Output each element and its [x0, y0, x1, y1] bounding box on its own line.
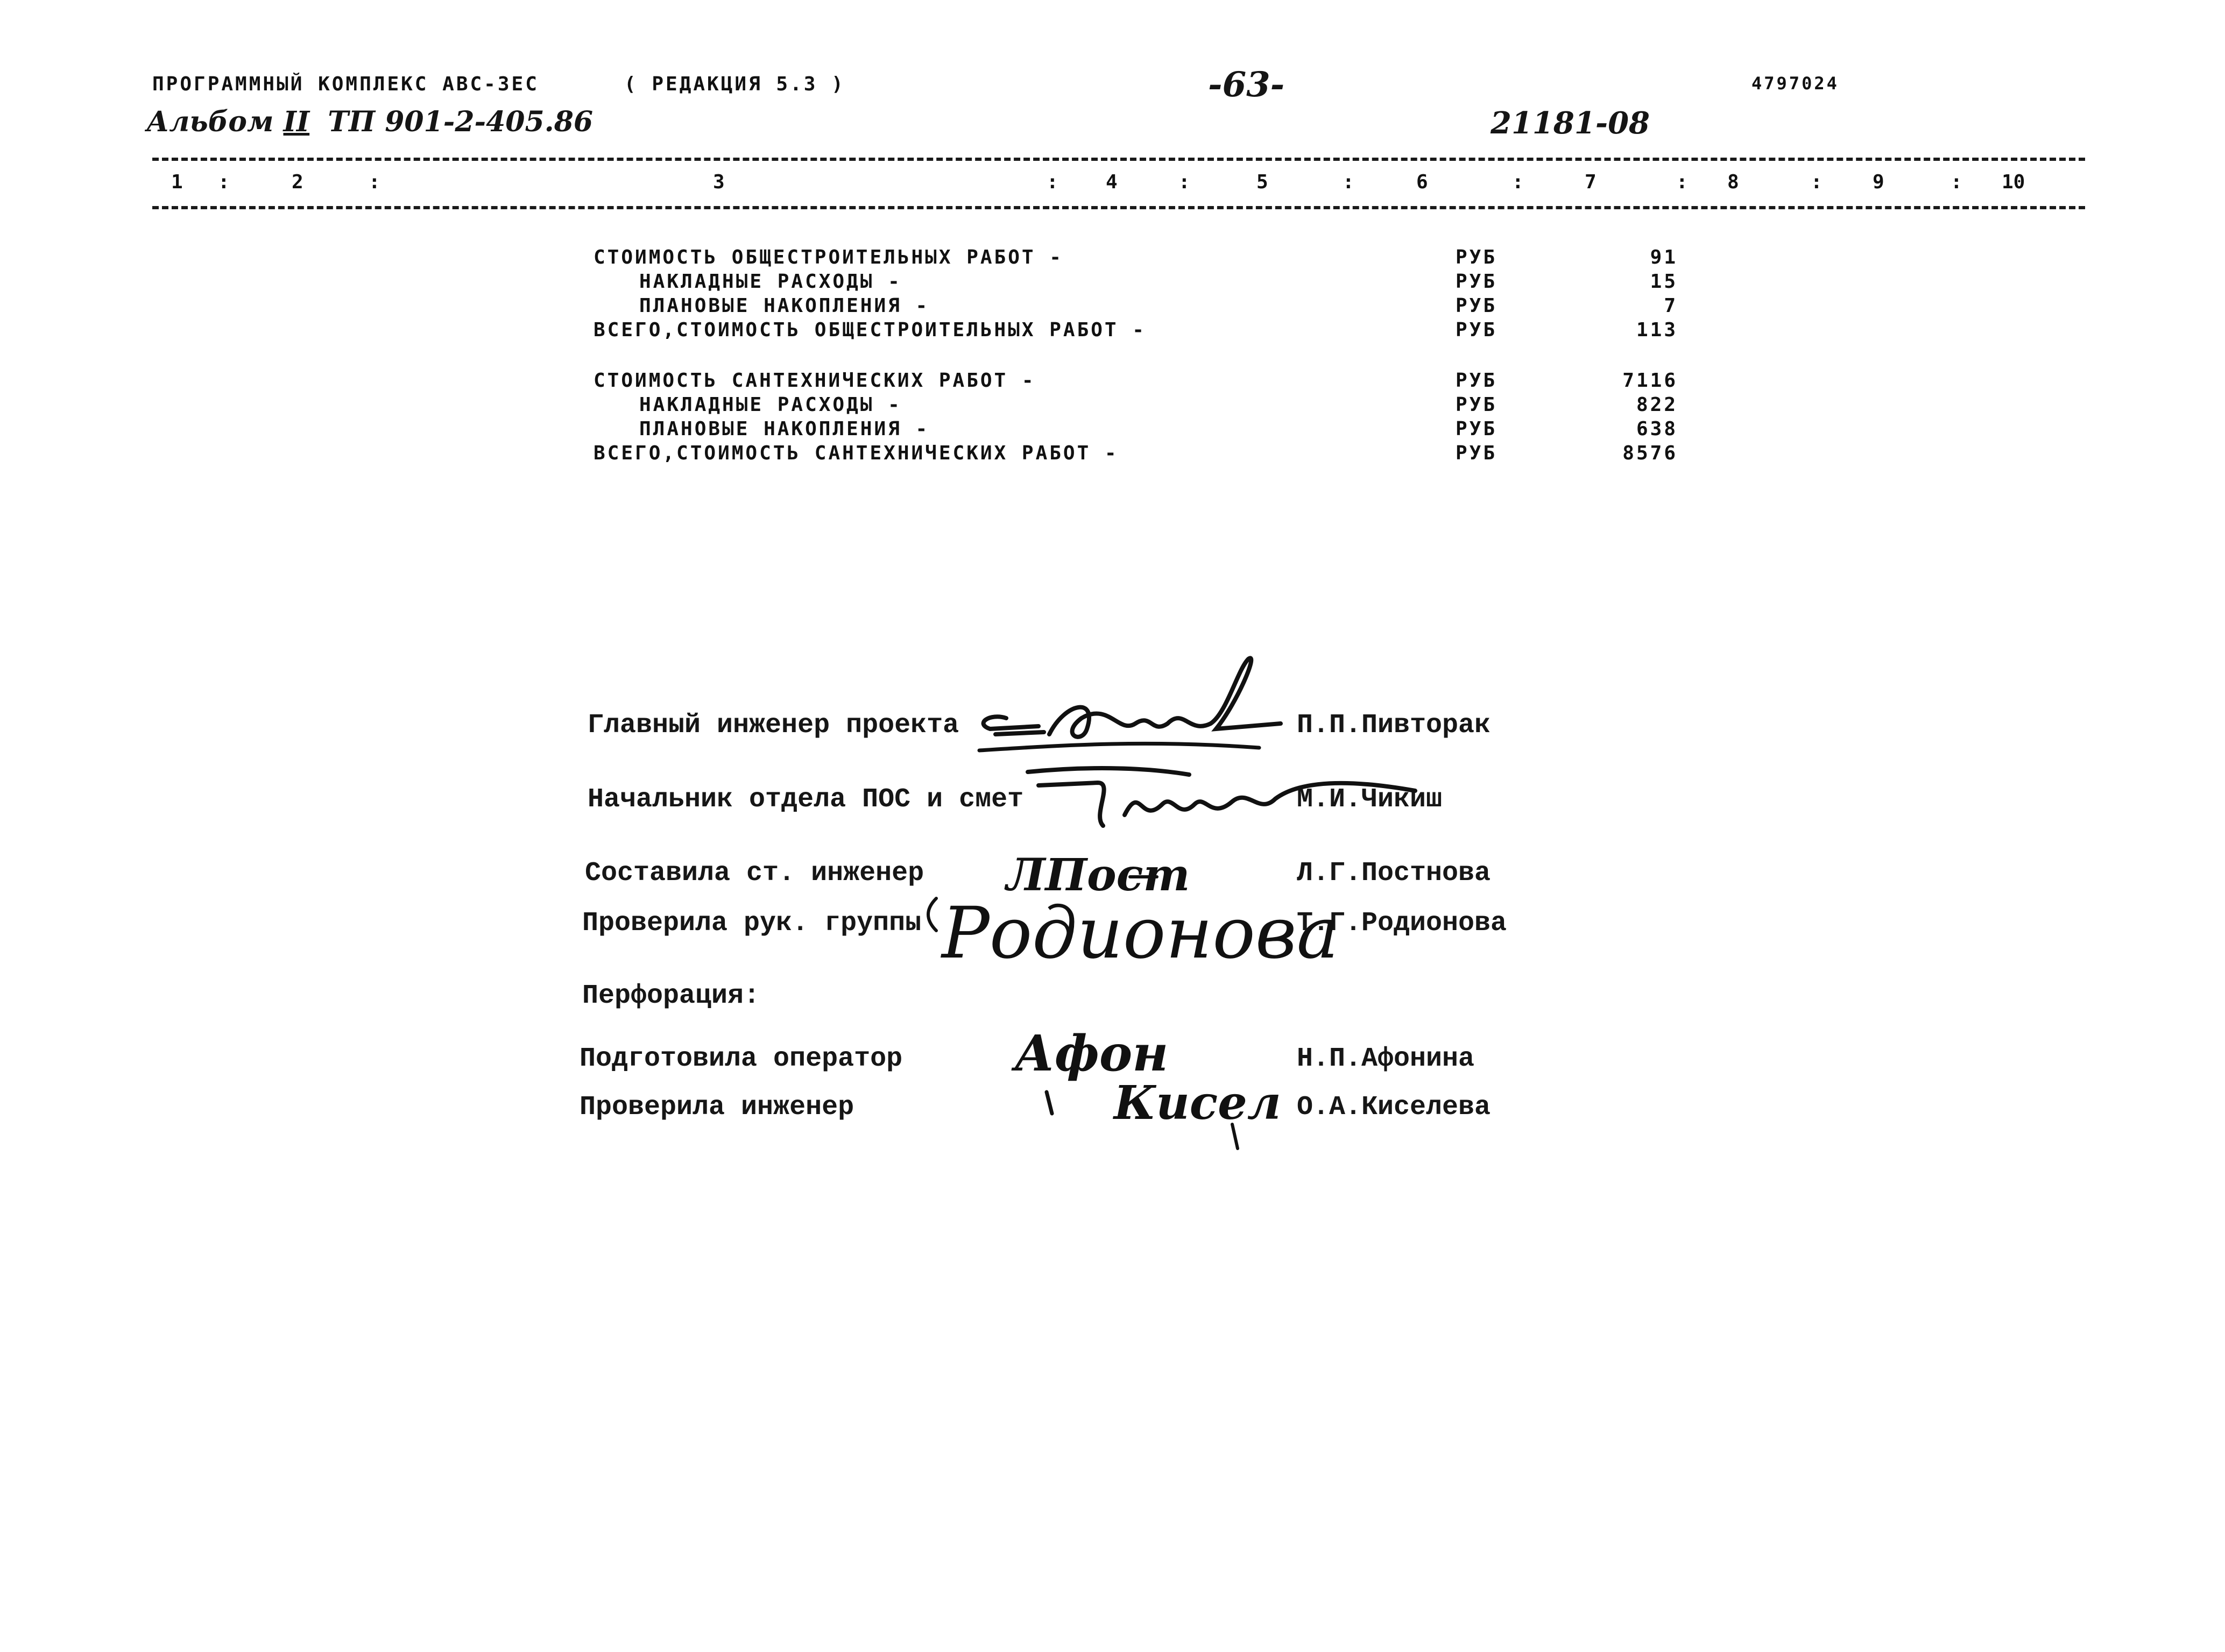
- signature-name: М.И.Чикиш: [1297, 784, 1443, 815]
- album-reference: ТП 901-2-405.86: [328, 105, 594, 138]
- cost-unit: РУБ: [1456, 370, 1498, 392]
- signature-name: Л.Г.Постнова: [1297, 858, 1491, 889]
- program-title: ПРОГРАММНЫЙ КОМПЛЕКС АВС-3ЕС: [152, 73, 539, 95]
- album-roman: II: [283, 105, 310, 138]
- cost-value: 91: [1650, 246, 1678, 268]
- cost-value: 7: [1664, 295, 1678, 317]
- cost-total-label: ВСЕГО,СТОИМОСТЬ САНТЕХНИЧЕСКИХ РАБОТ -: [594, 442, 1119, 464]
- edition: ( РЕДАКЦИЯ 5.3 ): [624, 73, 845, 95]
- perforation-heading: Перфорация:: [582, 981, 760, 1011]
- col-8: 8: [1727, 171, 1739, 193]
- col-7: 7: [1585, 171, 1597, 193]
- signature-inspector-text: Кисел: [1114, 1076, 1281, 1130]
- col-sep: :: [1951, 171, 1962, 193]
- cost-unit: РУБ: [1456, 295, 1498, 317]
- cost-label: ПЛАНОВЫЕ НАКОПЛЕНИЯ -: [639, 295, 930, 317]
- col-1: 1: [171, 171, 183, 193]
- cost-unit: РУБ: [1456, 394, 1498, 416]
- col-sep: :: [1676, 171, 1688, 193]
- signature-scribble-group-lead: [920, 877, 1339, 1006]
- signature-name: О.А.Киселева: [1297, 1092, 1491, 1123]
- album-word: Альбом: [146, 105, 274, 138]
- cost-label: ПЛАНОВЫЕ НАКОПЛЕНИЯ -: [639, 418, 930, 440]
- signature-role: Составила ст. инженер: [585, 858, 924, 889]
- signature-role: Подготовила оператор: [580, 1044, 903, 1074]
- col-3: 3: [713, 171, 725, 193]
- cost-label: СТОИМОСТЬ САНТЕХНИЧЕСКИХ РАБОТ -: [594, 370, 1036, 392]
- signature-role: Главный инженер проекта: [588, 710, 959, 741]
- col-5: 5: [1256, 171, 1268, 193]
- col-4: 4: [1106, 171, 1118, 193]
- col-sep: :: [1047, 171, 1058, 193]
- cost-value: 638: [1636, 418, 1678, 440]
- signature-name: Н.П.Афонина: [1297, 1044, 1475, 1074]
- document-number: 21181-08: [1491, 105, 1650, 141]
- col-10: 10: [2002, 171, 2025, 193]
- page-number: -63-: [1208, 65, 1285, 105]
- cost-unit: РУБ: [1456, 271, 1498, 293]
- signature-name: Т.Г.Родионова: [1297, 908, 1507, 939]
- signature-scribble-department-head: [1017, 750, 1426, 831]
- col-sep: :: [1811, 171, 1823, 193]
- cost-total-value: 8576: [1622, 442, 1678, 464]
- top-rule: [152, 158, 2085, 161]
- cost-label: НАКЛАДНЫЕ РАСХОДЫ -: [639, 394, 902, 416]
- cost-total-value: 113: [1636, 319, 1678, 341]
- cost-value: 822: [1636, 394, 1678, 416]
- cost-value: 15: [1650, 271, 1678, 293]
- col-sep: :: [1343, 171, 1354, 193]
- cost-unit: РУБ: [1456, 418, 1498, 440]
- signature-group-lead-text: Родионова: [942, 892, 1339, 975]
- cost-label: НАКЛАДНЫЕ РАСХОДЫ -: [639, 271, 902, 293]
- cost-unit: РУБ: [1456, 246, 1498, 268]
- col-sep: :: [1178, 171, 1190, 193]
- col-sep: :: [369, 171, 380, 193]
- bottom-rule: [152, 206, 2085, 209]
- signature-name: П.П.Пивторак: [1297, 710, 1491, 741]
- signature-operator-text: Афон: [1014, 1024, 1169, 1082]
- col-6: 6: [1416, 171, 1428, 193]
- signature-role: Проверила инженер: [580, 1092, 854, 1123]
- cost-total-label: ВСЕГО,СТОИМОСТЬ ОБЩЕСТРОИТЕЛЬНЫХ РАБОТ -: [594, 319, 1146, 341]
- album-label: [146, 105, 593, 138]
- col-sep: :: [1512, 171, 1524, 193]
- cost-unit: РУБ: [1456, 319, 1498, 341]
- cost-value: 7116: [1622, 370, 1678, 392]
- col-9: 9: [1873, 171, 1884, 193]
- signature-role: Начальник отдела ПОС и смет: [588, 784, 1024, 815]
- signature-engineer-text: ЛПост: [1006, 849, 1190, 901]
- signature-role: Проверила рук. группы: [582, 908, 922, 939]
- signature-scribble-inspector: [1108, 1062, 1281, 1154]
- document-code: 4797024: [1751, 73, 1839, 94]
- cost-unit: РУБ: [1456, 442, 1498, 464]
- cost-label: СТОИМОСТЬ ОБЩЕСТРОИТЕЛЬНЫХ РАБОТ -: [594, 246, 1063, 268]
- col-sep: :: [218, 171, 230, 193]
- col-2: 2: [292, 171, 303, 193]
